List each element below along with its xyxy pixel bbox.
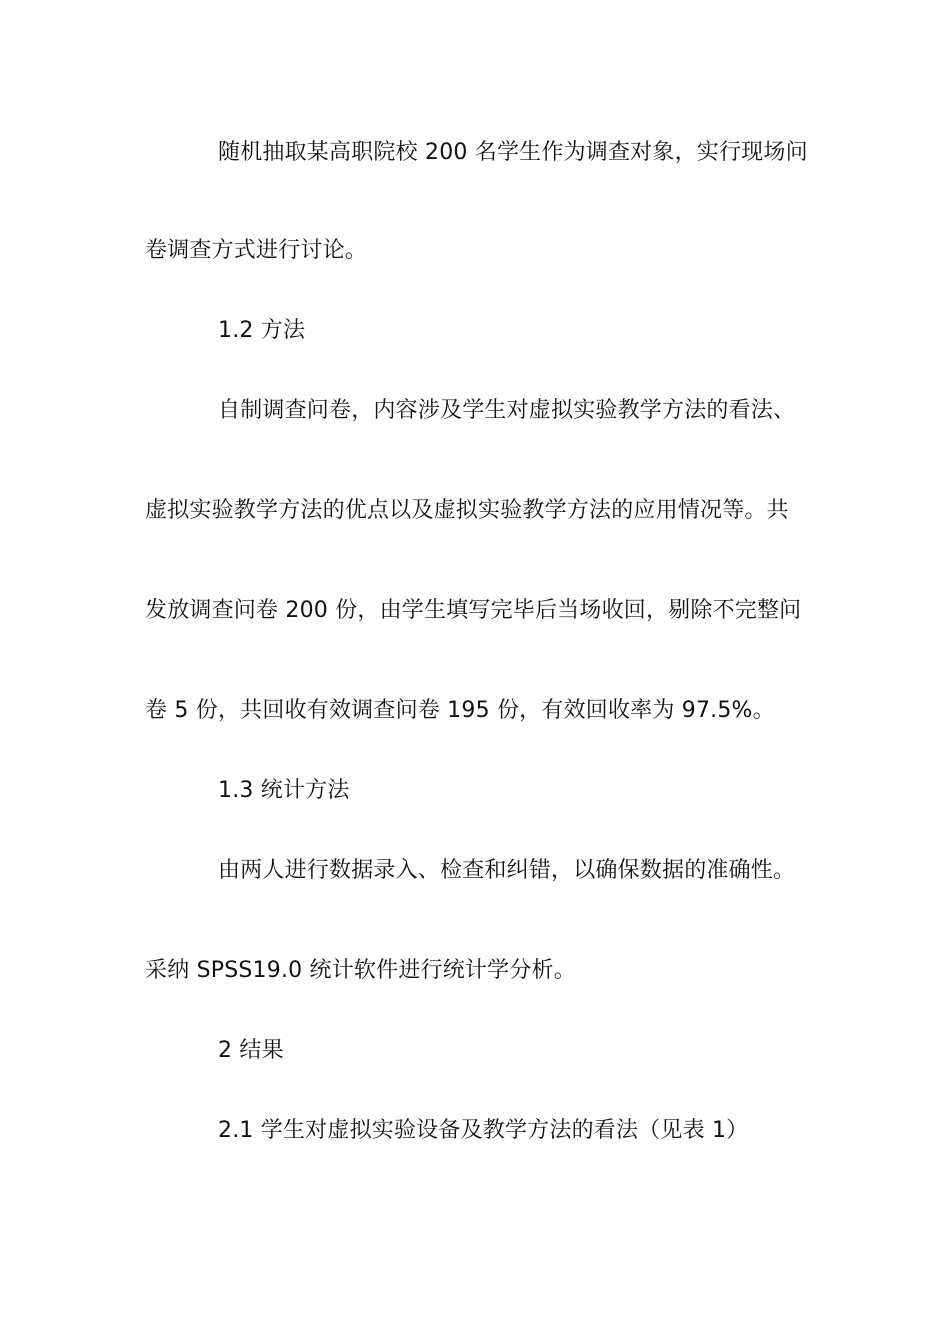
section-heading: 1.2 方法 xyxy=(218,318,306,343)
section-heading: 1.3 统计方法 xyxy=(218,778,350,803)
section-heading: 2 结果 xyxy=(218,1038,284,1063)
paragraph-line: 由两人进行数据录入、检查和纠错，以确保数据的准确性。 xyxy=(218,858,796,883)
paragraph-line: 卷调查方式进行讨论。 xyxy=(145,238,368,263)
paragraph-line: 卷 5 份，共回收有效调查问卷 195 份，有效回收率为 97.5%。 xyxy=(145,698,775,723)
paragraph-line: 自制调查问卷，内容涉及学生对虚拟实验教学方法的看法、 xyxy=(218,398,796,423)
paragraph-line: 虚拟实验教学方法的优点以及虚拟实验教学方法的应用情况等。共 xyxy=(145,498,789,523)
paragraph-line: 采纳 SPSS19.0 统计软件进行统计学分析。 xyxy=(145,958,576,983)
paragraph-line: 随机抽取某高职院校 200 名学生作为调查对象，实行现场问 xyxy=(218,140,808,165)
paragraph-line: 发放调查问卷 200 份，由学生填写完毕后当场收回，剔除不完整问 xyxy=(145,598,802,623)
section-heading: 2.1 学生对虚拟实验设备及教学方法的看法（见表 1） xyxy=(218,1118,749,1143)
